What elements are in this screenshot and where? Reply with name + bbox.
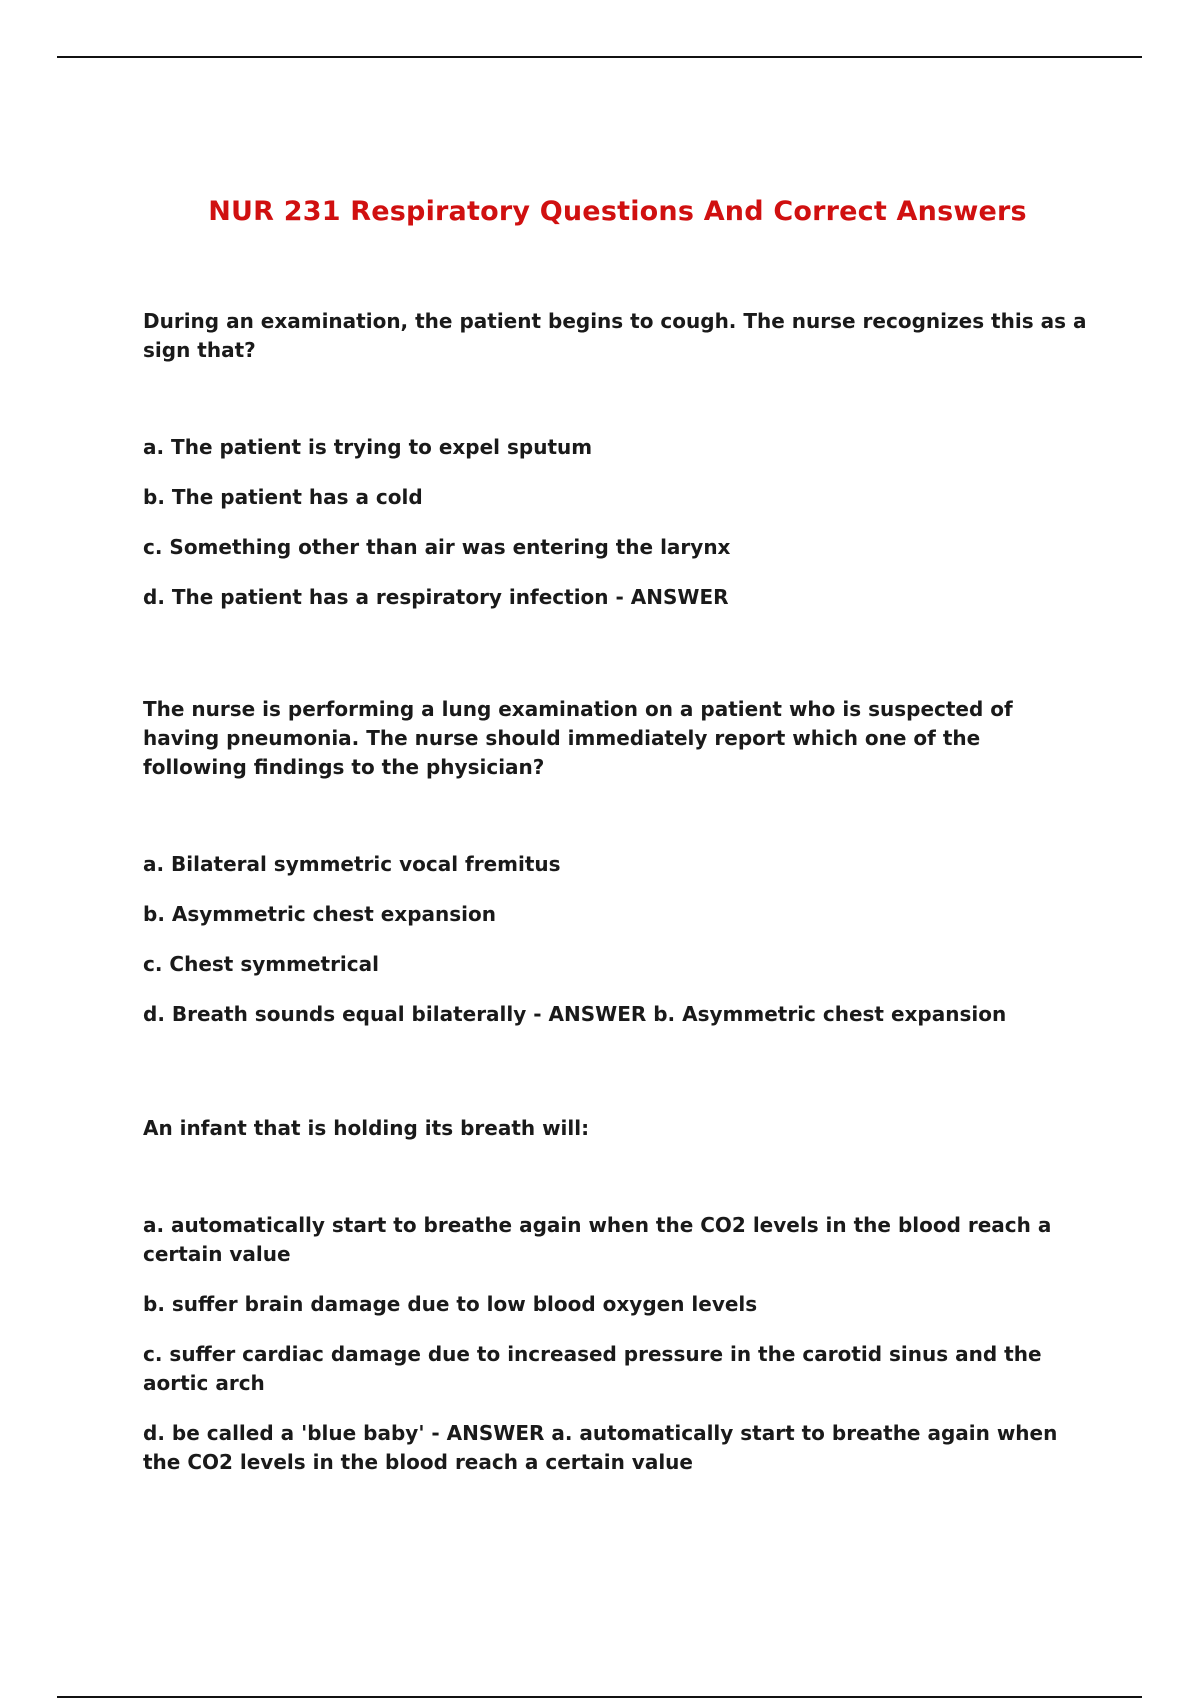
answer-option: a. Bilateral symmetric vocal fremitus <box>143 852 561 876</box>
question-1 <box>143 307 1088 612</box>
answer-options <box>143 433 1088 612</box>
spacer <box>143 633 1088 695</box>
answer-option: a. The patient is trying to expel sputum <box>143 435 593 459</box>
answer-option: b. The patient has a cold <box>143 485 423 509</box>
question-text: During an examination, the patient begins to cough. The nurse recognizes this as a sign that? <box>143 309 1087 362</box>
header-rule <box>57 56 1142 58</box>
answer-option: d. The patient has a respiratory infection - ANSWER <box>143 585 729 609</box>
answer-option: d. be called a 'blue baby' - ANSWER a. automatically start to breathe again when the CO2 levels in the blood reach a certain value <box>143 1421 1058 1474</box>
question-3 <box>143 1114 1088 1477</box>
footer-rule <box>57 1696 1142 1698</box>
answer-option: b. Asymmetric chest expansion <box>143 902 496 926</box>
question-2 <box>143 695 1088 1029</box>
answer-option: d. Breath sounds equal bilaterally - ANSWER b. Asymmetric chest expansion <box>143 1002 1007 1026</box>
answer-option: a. automatically start to breathe again when the CO2 levels in the blood reach a certain value <box>143 1213 1052 1266</box>
answer-option: c. Chest symmetrical <box>143 952 379 976</box>
answer-option: c. Something other than air was entering the larynx <box>143 535 731 559</box>
answer-options <box>143 1211 1088 1477</box>
document-body <box>143 307 1088 1498</box>
spacer <box>143 1050 1088 1114</box>
answer-option: b. suffer brain damage due to low blood oxygen levels <box>143 1292 758 1316</box>
answer-option: c. suffer cardiac damage due to increased pressure in the carotid sinus and the aortic arch <box>143 1342 1042 1395</box>
question-text: An infant that is holding its breath will: <box>143 1116 590 1140</box>
question-text: The nurse is performing a lung examination on a patient who is suspected of having pneumonia. The nurse should immediately report which one of the following findings to the physician? <box>143 697 1013 779</box>
answer-options <box>143 850 1088 1029</box>
document-title: NUR 231 Respiratory Questions And Correct Answers <box>208 196 1027 227</box>
